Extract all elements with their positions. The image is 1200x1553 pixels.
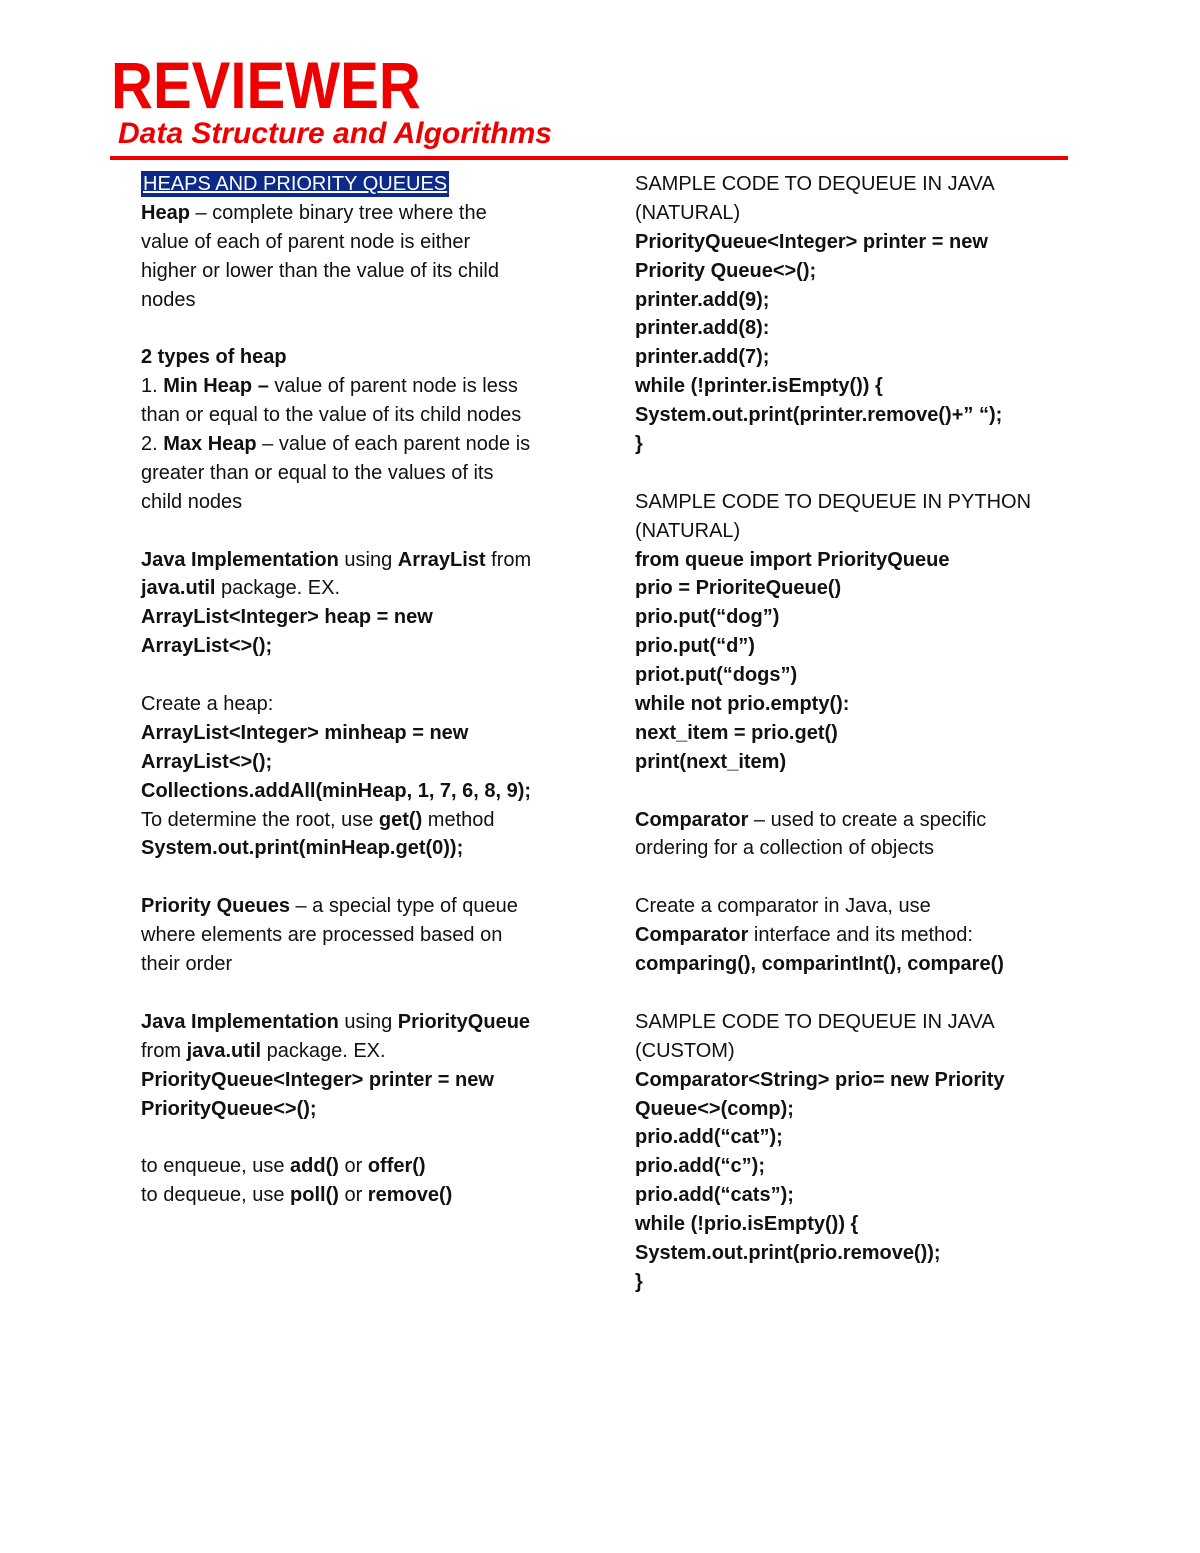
code-line: priot.put(“dogs”): [635, 664, 798, 687]
comparator-term: Comparator: [635, 808, 749, 831]
text-line: child nodes: [141, 490, 243, 513]
heap-definition-line: [141, 199, 531, 228]
code-line: Queue<>(comp);: [635, 1097, 794, 1120]
java-custom-heading-sub: (CUSTOM): [635, 1039, 735, 1062]
max-heap-line: [141, 430, 531, 459]
text-fragment: using: [338, 1010, 398, 1033]
section-title: HEAPS AND PRIORITY QUEUES: [143, 173, 448, 195]
code-line: next_item = prio.get(): [635, 721, 838, 744]
min-heap-term: Min Heap –: [163, 375, 269, 398]
pq-definition-line: [141, 892, 531, 921]
text-fragment: or: [338, 1155, 368, 1178]
pq-impl-line: [141, 1008, 531, 1037]
text-fragment: from: [141, 1039, 187, 1062]
min-heap-def: value of parent node is less: [268, 375, 518, 398]
poll-method-term: poll(): [290, 1184, 339, 1207]
dequeue-line: [141, 1181, 531, 1210]
code-line: while (!prio.isEmpty()) {: [635, 1213, 859, 1236]
java-impl-term: Java Implementation: [141, 548, 339, 571]
document-subtitle: Data Structure and Algorithms: [118, 117, 552, 150]
code-line: print(next_item): [635, 750, 787, 773]
pq-util-line: [141, 1037, 531, 1066]
code-line: printer.add(7);: [635, 346, 770, 369]
text-fragment: to dequeue, use: [141, 1184, 291, 1207]
text-line: ordering for a collection of objects: [635, 837, 935, 860]
code-line: from queue import PriorityQueue: [635, 548, 950, 571]
heap-term: Heap: [141, 201, 190, 224]
text-fragment: method: [422, 808, 495, 831]
code-line: System.out.print(minHeap.get(0));: [141, 837, 464, 860]
code-line: prio.add(“cat”);: [635, 1126, 783, 1149]
java-impl-line: [141, 546, 531, 575]
remove-method-term: remove(): [367, 1184, 453, 1207]
java-natural-heading-sub: (NATURAL): [635, 201, 741, 224]
code-line: ArrayList<>();: [141, 750, 273, 773]
max-heap-def: – value of each parent node is: [256, 433, 531, 456]
text-line: greater than or equal to the values of its: [141, 461, 494, 484]
comparator-term: Comparator: [635, 924, 749, 947]
text-line: their order: [141, 953, 233, 976]
max-heap-term: Max Heap: [163, 433, 257, 456]
code-line: Collections.addAll(minHeap, 1, 7, 6, 8, 9);: [141, 779, 532, 802]
text-fragment: from: [485, 548, 532, 571]
java-util-term: java.util: [186, 1039, 262, 1062]
code-line: PriorityQueue<Integer> printer = new: [635, 230, 988, 253]
list-number: 2.: [141, 433, 164, 456]
text-fragment: interface and its method:: [748, 924, 973, 947]
code-line: printer.add(8):: [635, 317, 770, 340]
java-custom-heading: SAMPLE CODE TO DEQUEUE IN JAVA: [635, 1010, 995, 1033]
arraylist-term: ArrayList: [397, 548, 486, 571]
python-natural-heading-sub: (NATURAL): [635, 519, 741, 542]
code-line: printer.add(9);: [635, 288, 770, 311]
left-column: [141, 170, 531, 1210]
list-number: 1.: [141, 375, 164, 398]
code-line: PriorityQueue<>();: [141, 1097, 317, 1120]
code-line: ArrayList<>();: [141, 635, 273, 658]
pq-def-text: – a special type of queue: [289, 895, 518, 918]
java-natural-heading: SAMPLE CODE TO DEQUEUE IN JAVA: [635, 173, 995, 195]
create-heap-label: Create a heap:: [141, 693, 274, 716]
root-line: [141, 806, 531, 835]
comparator-definition-line: [635, 806, 1031, 835]
min-heap-line: [141, 372, 531, 401]
code-line: Comparator<String> prio= new Priority: [635, 1068, 1005, 1091]
code-line: }: [635, 433, 643, 456]
comparator-methods-line: comparing(), comparintInt(), compare(): [635, 953, 1004, 976]
text-fragment: package. EX.: [215, 577, 341, 600]
text-fragment: To determine the root, use: [141, 808, 379, 831]
code-line: prio = PrioriteQueue(): [635, 577, 842, 600]
code-line: prio.put(“d”): [635, 635, 755, 658]
text-fragment: package. EX.: [261, 1039, 386, 1062]
code-line: }: [635, 1270, 643, 1293]
add-method-term: add(): [290, 1155, 339, 1178]
right-column: [635, 170, 1031, 1297]
text-line: than or equal to the value of its child nodes: [141, 404, 522, 427]
text-fragment: to enqueue, use: [141, 1155, 291, 1178]
code-line: ArrayList<Integer> minheap = new: [141, 721, 469, 744]
offer-method-term: offer(): [367, 1155, 426, 1178]
heap-def-text: – complete binary tree where the: [189, 201, 487, 224]
code-line: while not prio.empty():: [635, 693, 850, 716]
code-line: while (!printer.isEmpty()) {: [635, 375, 883, 398]
pq-term: Priority Queues: [141, 895, 290, 918]
text-line: higher or lower than the value of its child: [141, 259, 499, 282]
text-fragment: using: [338, 548, 398, 571]
get-method-term: get(): [378, 808, 423, 831]
code-line: System.out.print(printer.remove()+” “);: [635, 404, 1003, 427]
code-line: Priority Queue<>();: [635, 259, 817, 282]
code-line: System.out.print(prio.remove());: [635, 1241, 941, 1264]
title-divider: [110, 156, 1068, 160]
text-fragment: or: [338, 1184, 368, 1207]
priorityqueue-term: PriorityQueue: [397, 1010, 531, 1033]
code-line: PriorityQueue<Integer> printer = new: [141, 1068, 494, 1091]
python-natural-heading: SAMPLE CODE TO DEQUEUE IN PYTHON: [635, 490, 1032, 513]
enqueue-line: [141, 1152, 531, 1181]
text-line: Create a comparator in Java, use: [635, 895, 931, 918]
text-line: value of each of parent node is either: [141, 230, 471, 253]
heap-types-heading: 2 types of heap: [141, 346, 287, 369]
document-title: REVIEWER: [111, 48, 421, 122]
java-util-term: java.util: [141, 577, 216, 600]
text-line: where elements are processed based on: [141, 924, 503, 947]
code-line: ArrayList<Integer> heap = new: [141, 606, 433, 629]
text-line: nodes: [141, 288, 196, 311]
comparator-interface-line: [635, 921, 1031, 950]
comparator-def-text: – used to create a specific: [748, 808, 987, 831]
code-line: prio.add(“c”);: [635, 1155, 765, 1178]
code-line: prio.add(“cats”);: [635, 1184, 794, 1207]
java-util-line: [141, 574, 531, 603]
code-line: prio.put(“dog”): [635, 606, 780, 629]
java-impl-term: Java Implementation: [141, 1010, 339, 1033]
